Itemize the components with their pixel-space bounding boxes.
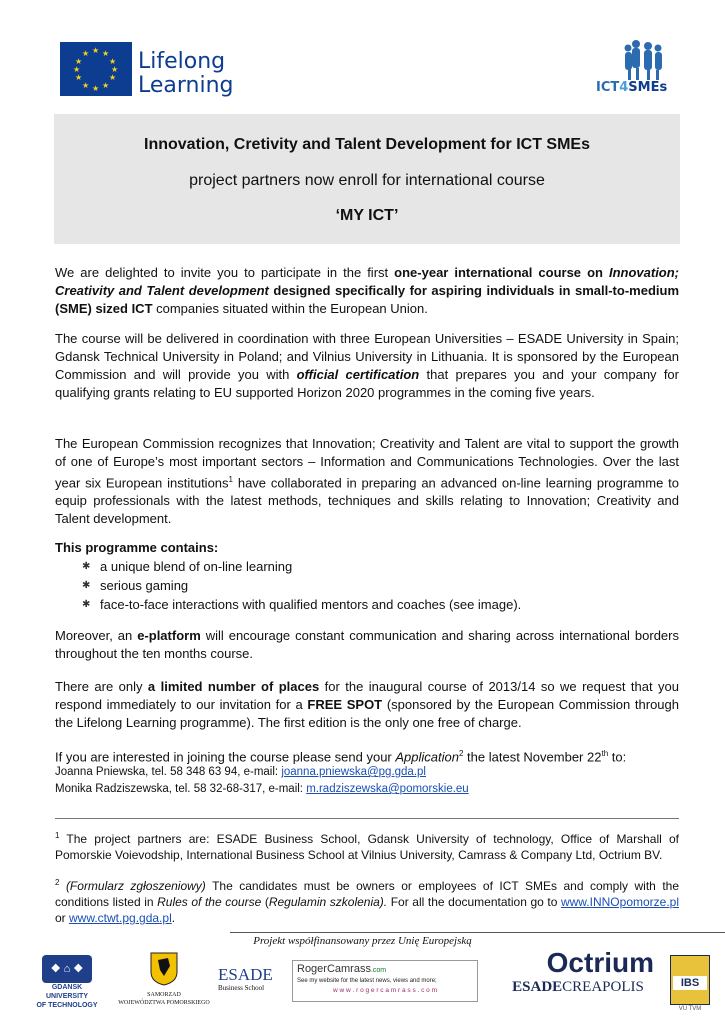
footnote-1 (55, 828, 679, 863)
ict-label: ICT (596, 80, 620, 95)
smes-label: SMEs (628, 80, 668, 95)
esade-text: ESADE (218, 965, 273, 984)
eu-flag-logo: ★ ★ ★ ★ ★ ★ ★ ★ ★ ★ ★ ★ (60, 42, 132, 96)
samorzad-line1: SAMORZAD (147, 992, 181, 998)
camrass-tagline: See my website for the latest news, views and more; (297, 978, 437, 984)
p6-text-b: Application (395, 749, 459, 765)
footnote-2-or: or (55, 911, 70, 925)
footnote-ref-2: 2 (458, 749, 464, 758)
footnote-2-text-a: (Formularz zgłoszeniowy) (65, 879, 206, 893)
footnote-2 (55, 875, 679, 926)
lifelong-text: Lifelong (138, 49, 226, 74)
footer-divider (230, 932, 725, 933)
email-link[interactable]: joanna.pniewska@pg.gda.pl (281, 766, 426, 778)
list-item (60, 595, 660, 614)
contact-line (55, 764, 469, 781)
p5-text-a: There are only (55, 679, 148, 694)
p2-text-b: official certification (296, 367, 420, 382)
eplatform-paragraph (55, 627, 679, 663)
contact-line (55, 781, 469, 798)
list-item-text: serious gaming (100, 578, 189, 593)
p3-text-b: have collaborated in preparing an advanced on-line learning programme to equip professionals with the latest methods, techniques and skills relating to Innovation; Creativity and Talent development. (55, 475, 680, 527)
asterisk-icon: ✱ (82, 561, 91, 572)
footnote-2-text-d: ( (261, 895, 269, 909)
places-paragraph (55, 678, 679, 732)
p5-text-d: FREE SPOT (307, 697, 383, 712)
p1-text-d: designed specifically for aspiring individuals in small-to-medium (SME) sized ICT (55, 283, 679, 316)
esade-sub-text: Business School (218, 984, 265, 992)
esadecreapolis-a: ESADE (512, 979, 563, 995)
asterisk-icon: ✱ (82, 580, 91, 591)
lifelong-learning-logo (138, 50, 234, 98)
programme-list (60, 557, 660, 614)
p2-text-a: The course will be delivered in coordination with three European Universities – ESADE University in Spain; Gdansk Technical University in Poland; and Vilnius University in Lithuania. It is sponsored by the European Commission and will provide you with (55, 331, 679, 382)
vu-text: VU TVM (678, 1006, 702, 1012)
octrium-logo (494, 948, 662, 1004)
footnote-2-end: . (171, 911, 176, 925)
p4-text-a: Moreover, an (55, 628, 138, 643)
list-item (60, 576, 660, 595)
p6-text-d: to: (608, 749, 627, 765)
people-icon (592, 38, 672, 82)
esadecreapolis-text (494, 978, 662, 996)
intro-paragraph (55, 264, 679, 318)
footnote-2-text-c: Rules of the course (157, 895, 262, 909)
p6-ordinal: th (601, 749, 609, 758)
p5-text-b: a limited number of places (147, 679, 320, 694)
contact-list (55, 764, 469, 798)
octrium-text: Octrium (546, 947, 654, 978)
banner-title: Innovation, Cretivity and Talent Development for ICT SMEs (144, 136, 590, 153)
camrass-name: RogerCamrass (297, 963, 371, 975)
footnote-2-text-b: The candidates must be owners or employees of ICT SMEs and comply with the conditions listed in (55, 879, 679, 909)
p6-text-c: the latest November 22 (463, 749, 602, 765)
innopomorze-link[interactable]: www.INNOpomorze.pl (560, 895, 679, 909)
title-banner (54, 114, 680, 244)
ibs-vu-logo (668, 955, 712, 1017)
p5-text-c: for the inaugural course of 2013/14 so we request that you respond immediately to our invitation for a (55, 679, 679, 712)
camrass-com: .com (370, 967, 387, 974)
footnote-2-number: 2 (55, 878, 60, 887)
ict4smes-logo (592, 38, 672, 104)
p6-text-a: If you are interested in joining the course please send your (55, 749, 396, 765)
footnote-2-text-f: For all the documentation go to (387, 895, 561, 909)
commission-paragraph (55, 435, 679, 528)
p2-text-c: that prepares you and your company for qualifying grants relating to EU supported Horizon 2020 programmes in the coming five years. (55, 367, 679, 400)
footnote-1-number: 1 (55, 831, 60, 840)
contact-text: Monika Radziszewska, tel. 58 32-68-317, e-mail: (55, 783, 307, 795)
asterisk-icon: ✱ (82, 599, 91, 610)
p5-text-e: (sponsored by the European Commission through the Lifelong Learning programme). The first edition is the only one free of charge. (55, 697, 679, 730)
camrass-url: w w w . r o g e r c a m r a s s . c o m (332, 987, 438, 994)
p4-text-c: will encourage constant communication and sharing across international borders throughout the ten months course. (55, 628, 679, 661)
gdansk-university-logo (30, 955, 104, 1009)
griffin-shield-icon (150, 952, 178, 986)
banner-subtitle: project partners now enroll for international course (189, 172, 545, 189)
p4-text-b: e-platform (137, 628, 201, 643)
programme-heading (55, 539, 679, 557)
list-item-text: a unique blend of on-line learning (100, 559, 293, 574)
contact-text: Joanna Pniewska, tel. 58 348 63 94, e-mail: (55, 766, 282, 778)
gdansk-crest-icon: ❖ ⌂ ❖ (42, 955, 92, 983)
samorzad-line2: WOJEWÓDZTWA POMORSKIEGO (118, 1000, 210, 1006)
p1-text-b: one-year international course on (394, 265, 609, 280)
footnote-2-text-e: Regulamin szkolenia). (268, 895, 388, 909)
programme-heading-text: This programme contains: (55, 540, 219, 555)
banner-course: ‘MY ICT’ (335, 207, 399, 224)
p1-text-e: companies situated within the European Union. (152, 301, 428, 316)
ibs-crest-icon (670, 955, 710, 1005)
learning-text: Learning (138, 73, 234, 98)
ibs-text: IBS (673, 976, 707, 990)
email-link[interactable]: m.radziszewska@pomorskie.eu (306, 783, 469, 795)
p1-text-c: Innovation; Creativity and Talent development (55, 265, 680, 298)
gdansk-line2: OF TECHNOLOGY (36, 1002, 98, 1009)
footnote-divider (55, 818, 679, 819)
list-item (60, 557, 660, 576)
p3-text-a: The European Commission recognizes that Innovation; Creativity and Talent are vital to support the growth of one of Europe’s most important sectors – Information and Communications Technologies. Over the last year six European institutions (55, 436, 679, 491)
list-item-text: face-to-face interactions with qualified mentors and coaches (see image). (100, 597, 522, 612)
gdansk-line1: GDANSK UNIVERSITY (45, 984, 88, 1000)
ctwt-link[interactable]: www.ctwt.pg.gda.pl (69, 911, 172, 925)
ict-four: 4 (619, 80, 629, 95)
footnote-1-text: The project partners are: ESADE Business School, Gdansk University of technology, Office of Marshall of Pomorskie Voievodship, International Business School at Vilnius University, Camrass & Company Ltd, Octrium BV. (55, 832, 679, 862)
rogercamrass-logo (292, 960, 478, 1002)
esadecreapolis-b: CREAPOLIS (562, 979, 644, 995)
universities-paragraph (55, 330, 679, 402)
cofinanced-note: Projekt współfinansowany przez Unię Europejską (253, 935, 472, 947)
p1-text-a: We are delighted to invite you to participate in the first (55, 265, 395, 280)
samorzad-logo (114, 952, 214, 1012)
esade-logo (218, 966, 284, 996)
footnote-ref-1: 1 (228, 475, 233, 484)
